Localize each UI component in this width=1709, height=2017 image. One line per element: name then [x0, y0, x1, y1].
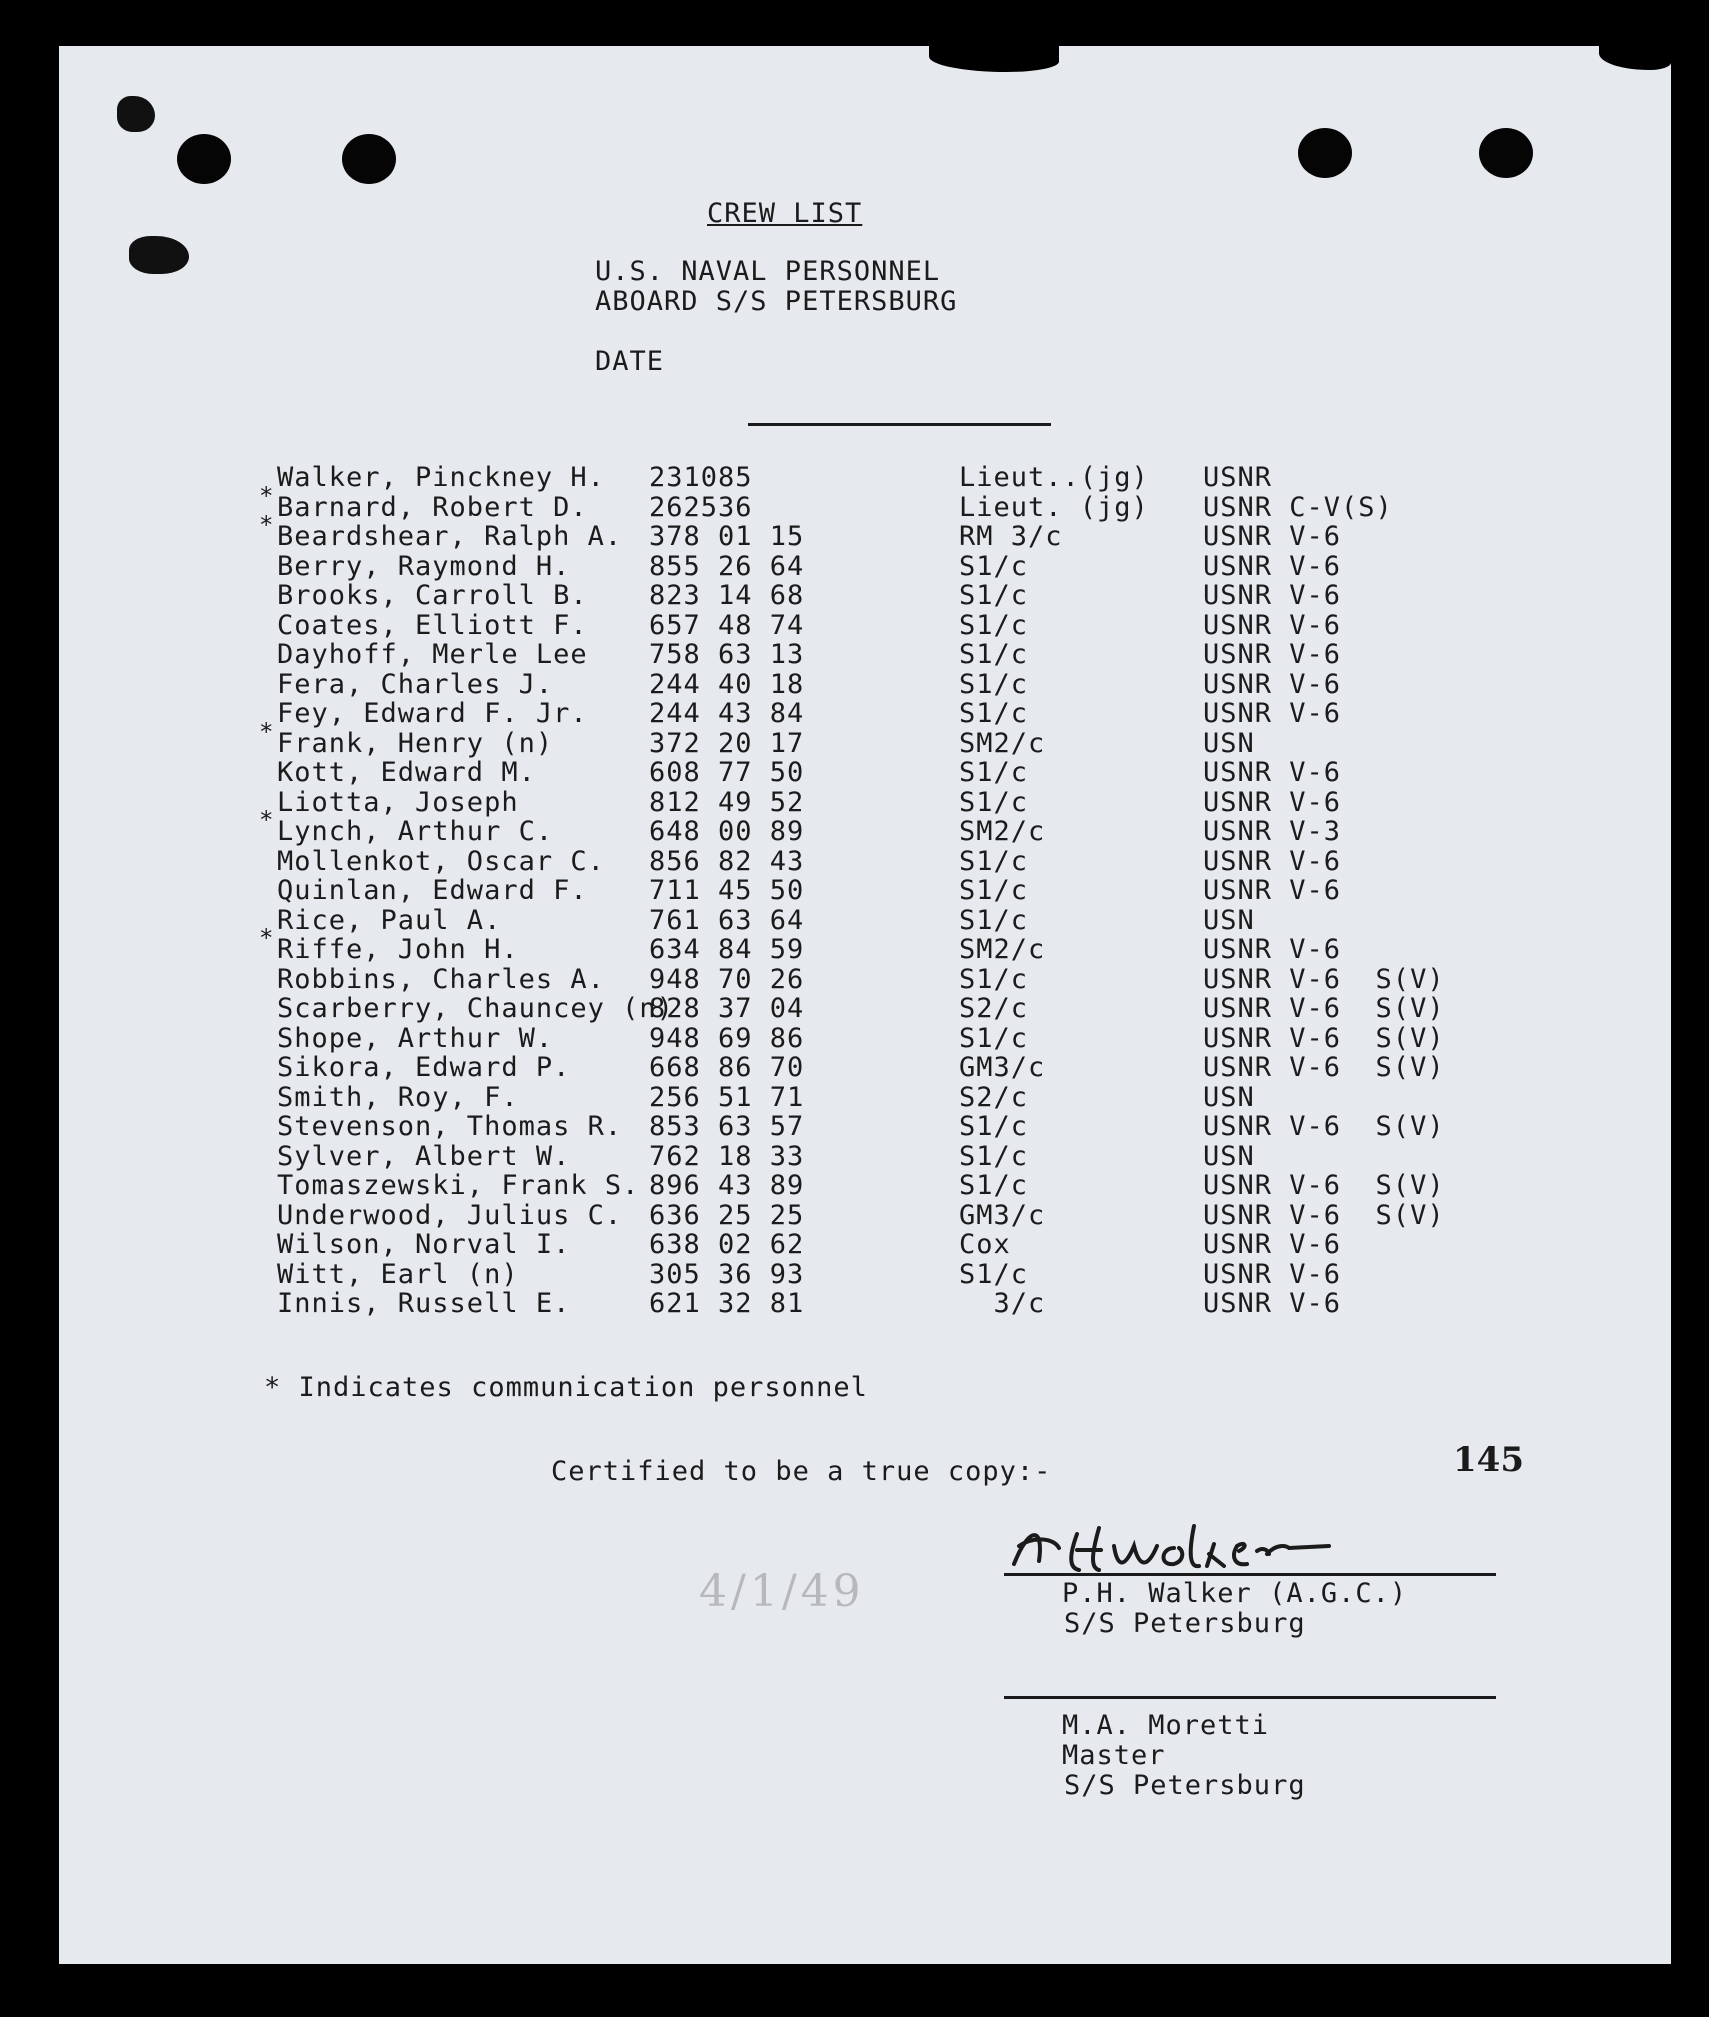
crew-rate: S1/c [959, 845, 1029, 877]
crew-name: Smith, Roy, F. [277, 1081, 519, 1113]
crew-name: Shope, Arthur W. [277, 1022, 554, 1054]
service-number: 621 32 81 [649, 1288, 805, 1319]
service-number: 372 20 17 [649, 727, 805, 759]
torn-edge [929, 46, 1059, 72]
crew-name: Barnard, Robert D. [277, 491, 588, 523]
service-number: 948 70 26 [649, 963, 805, 995]
crew-branch: USNR V-6 S(V) [1203, 1111, 1445, 1142]
crew-rate: S1/c [959, 963, 1029, 995]
crew-name: Lynch, Arthur C. [277, 816, 554, 847]
crew-row [259, 993, 1459, 1023]
crew-name: Wilson, Norval I. [277, 1229, 571, 1260]
crew-row [259, 905, 1459, 935]
service-number: 657 48 74 [649, 609, 805, 641]
crew-rate: SM2/c [959, 727, 1046, 759]
crew-row [259, 1200, 1459, 1230]
crew-branch: USNR V-6 [1203, 786, 1342, 818]
service-number: 761 63 64 [649, 904, 805, 936]
signature-line-1 [1004, 1573, 1496, 1576]
service-number: 812 49 52 [649, 786, 805, 818]
crew-row [259, 806, 1459, 847]
service-number: 378 01 15 [649, 521, 805, 552]
crew-branch: USNR V-6 [1203, 757, 1342, 788]
crew-row [259, 1141, 1459, 1171]
crew-name: Walker, Pinckney H. [277, 462, 605, 493]
crew-rate: S1/c [959, 580, 1029, 611]
crew-rate: RM 3/c [959, 521, 1063, 552]
communication-mark: * [259, 481, 275, 510]
crew-name: Stevenson, Thomas R. [277, 1111, 623, 1142]
crew-rate: S1/c [959, 1170, 1029, 1201]
crew-name: Tomaszewski, Frank S. [277, 1170, 640, 1201]
crew-rate: 3/c [959, 1288, 1046, 1319]
torn-edge [1599, 46, 1671, 70]
crew-name: Berry, Raymond H. [277, 550, 571, 582]
crew-branch: USNR V-6 S(V) [1203, 1170, 1445, 1201]
punch-hole [342, 134, 396, 184]
crew-branch: USNR V-6 [1203, 639, 1342, 670]
crew-branch: USNR V-6 [1203, 580, 1342, 611]
signature-line-2 [1004, 1696, 1496, 1699]
crew-row [259, 1111, 1459, 1141]
document-sheet [59, 46, 1671, 1964]
crew-rate: S1/c [959, 875, 1029, 906]
crew-row [259, 580, 1459, 610]
communication-mark: * [259, 511, 275, 539]
crew-name: Kott, Edward M. [277, 757, 536, 788]
header-line-2: ABOARD S/S PETERSBURG [595, 286, 958, 317]
crew-name: Sylver, Albert W. [277, 1140, 571, 1172]
crew-branch: USN [1203, 727, 1255, 759]
crew-row [259, 1288, 1459, 1318]
crew-row [259, 787, 1459, 817]
service-number: 762 18 33 [649, 1140, 805, 1172]
service-number: 634 84 59 [649, 934, 805, 965]
crew-row [259, 481, 1459, 523]
service-number: 668 86 70 [649, 1052, 805, 1083]
crew-branch: USNR V-6 S(V) [1203, 993, 1445, 1024]
crew-rate: GM3/c [959, 1199, 1046, 1231]
crew-name: Riffe, John H. [277, 934, 519, 965]
signer1-ship: S/S Petersburg [1064, 1608, 1306, 1639]
communication-mark: * [259, 806, 275, 834]
crew-name: Robbins, Charles A. [277, 963, 605, 995]
crew-name: Coates, Elliott F. [277, 609, 588, 641]
service-number: 828 37 04 [649, 993, 805, 1024]
crew-branch: USNR V-6 [1203, 1229, 1342, 1260]
signer2-ship: S/S Petersburg [1064, 1770, 1306, 1801]
service-number: 638 02 62 [649, 1229, 805, 1260]
crew-row [259, 610, 1459, 640]
crew-rate: SM2/c [959, 816, 1046, 847]
crew-branch: USNR V-6 [1203, 521, 1342, 552]
crew-name: Dayhoff, Merle Lee [277, 639, 588, 670]
crew-row [259, 639, 1459, 669]
service-number: 896 43 89 [649, 1170, 805, 1201]
crew-name: Innis, Russell E. [277, 1288, 571, 1319]
crew-rate: S1/c [959, 668, 1029, 700]
service-number: 856 82 43 [649, 845, 805, 877]
crew-rate: S1/c [959, 1111, 1029, 1142]
crew-row [259, 669, 1459, 699]
crew-row [259, 964, 1459, 994]
communication-mark: * [259, 717, 275, 746]
crew-name: Rice, Paul A. [277, 904, 502, 936]
crew-rate: Lieut..(jg) [959, 462, 1149, 493]
crew-name: Fera, Charles J. [277, 668, 554, 700]
service-number: 231085 [649, 462, 753, 493]
service-number: 256 51 71 [649, 1081, 805, 1113]
ink-smudge [129, 236, 189, 274]
signer1-name: P.H. Walker (A.G.C.) [1062, 1578, 1408, 1609]
crew-name: Frank, Henry (n) [277, 727, 554, 759]
crew-branch: USNR V-6 [1203, 845, 1342, 877]
crew-branch: USNR V-6 S(V) [1203, 1199, 1445, 1231]
crew-rate: S1/c [959, 1258, 1029, 1290]
crew-name: Beardshear, Ralph A. [277, 521, 623, 552]
crew-branch: USNR V-6 [1203, 1288, 1342, 1319]
service-number: 855 26 64 [649, 550, 805, 582]
crew-rate: S1/c [959, 904, 1029, 936]
service-number: 853 63 57 [649, 1111, 805, 1142]
footnote: * Indicates communication personnel [264, 1372, 868, 1403]
crew-branch: USNR [1203, 462, 1273, 493]
crew-name: Fey, Edward F. Jr. [277, 698, 588, 729]
service-number: 305 36 93 [649, 1258, 805, 1290]
service-number: 758 63 13 [649, 639, 805, 670]
date-label: DATE [595, 346, 665, 377]
crew-name: Underwood, Julius C. [277, 1199, 623, 1231]
crew-rate: S1/c [959, 786, 1029, 818]
crew-branch: USNR V-6 S(V) [1203, 963, 1445, 995]
crew-row [259, 757, 1459, 787]
crew-name: Scarberry, Chauncey (n) [277, 993, 674, 1024]
crew-row [259, 551, 1459, 581]
service-number: 244 43 84 [649, 698, 805, 729]
crew-row [259, 1023, 1459, 1053]
crew-name: Witt, Earl (n) [277, 1258, 519, 1290]
crew-row [259, 698, 1459, 728]
header-line-1: U.S. NAVAL PERSONNEL [595, 256, 941, 287]
crew-branch: USN [1203, 904, 1255, 936]
faint-pencil-note: 4/1/49 [699, 1566, 865, 1617]
crew-row [259, 1229, 1459, 1259]
crew-rate: GM3/c [959, 1052, 1046, 1083]
crew-row [259, 846, 1459, 876]
crew-rate: S1/c [959, 1022, 1029, 1054]
crew-rate: S1/c [959, 757, 1029, 788]
crew-rate: S1/c [959, 698, 1029, 729]
certification-statement: Certified to be a true copy:- [551, 1456, 1052, 1487]
punch-hole [1479, 128, 1533, 178]
signer2-title: Master [1062, 1740, 1166, 1771]
service-number: 648 00 89 [649, 816, 805, 847]
crew-branch: USNR C-V(S) [1203, 491, 1393, 523]
crew-branch: USN [1203, 1081, 1255, 1113]
page-number: 145 [1453, 1440, 1524, 1480]
crew-branch: USNR V-6 [1203, 875, 1342, 906]
crew-row [259, 1082, 1459, 1112]
crew-rate: SM2/c [959, 934, 1046, 965]
service-number: 711 45 50 [649, 875, 805, 906]
crew-branch: USNR V-6 [1203, 934, 1342, 965]
crew-row [259, 717, 1459, 759]
crew-row [259, 1259, 1459, 1289]
crew-row [259, 1052, 1459, 1082]
crew-name: Liotta, Joseph [277, 786, 519, 818]
crew-branch: USNR V-6 S(V) [1203, 1052, 1445, 1083]
crew-row [259, 511, 1459, 552]
crew-row [259, 924, 1459, 965]
service-number: 636 25 25 [649, 1199, 805, 1231]
crew-name: Brooks, Carroll B. [277, 580, 588, 611]
crew-branch: USN [1203, 1140, 1255, 1172]
crew-branch: USNR V-6 [1203, 550, 1342, 582]
communication-mark: * [259, 924, 275, 952]
service-number: 262536 [649, 491, 753, 523]
crew-name: Mollenkot, Oscar C. [277, 845, 605, 877]
crew-branch: USNR V-6 [1203, 609, 1342, 641]
crew-rate: S1/c [959, 550, 1029, 582]
crew-rate: S2/c [959, 1081, 1029, 1113]
crew-row [259, 875, 1459, 905]
punch-hole [1298, 128, 1352, 178]
ink-smudge [117, 96, 155, 132]
crew-rate: S1/c [959, 639, 1029, 670]
crew-rate: S1/c [959, 609, 1029, 641]
crew-row [259, 1170, 1459, 1200]
signer2-name: M.A. Moretti [1062, 1710, 1270, 1741]
crew-row [259, 462, 1459, 492]
crew-rate: Lieut. (jg) [959, 491, 1149, 523]
service-number: 244 40 18 [649, 668, 805, 700]
service-number: 948 69 86 [649, 1022, 805, 1054]
crew-name: Quinlan, Edward F. [277, 875, 588, 906]
punch-hole [177, 134, 231, 184]
date-blank-line [748, 423, 1051, 426]
crew-rate: S2/c [959, 993, 1029, 1024]
crew-branch: USNR V-6 [1203, 698, 1342, 729]
crew-branch: USNR V-6 S(V) [1203, 1022, 1445, 1054]
crew-branch: USNR V-6 [1203, 668, 1342, 700]
crew-branch: USNR V-6 [1203, 1258, 1342, 1290]
crew-rate: S1/c [959, 1140, 1029, 1172]
crew-rate: Cox [959, 1229, 1011, 1260]
service-number: 823 14 68 [649, 580, 805, 611]
crew-branch: USNR V-3 [1203, 816, 1342, 847]
crew-name: Sikora, Edward P. [277, 1052, 571, 1083]
document-title: CREW LIST [707, 198, 863, 229]
service-number: 608 77 50 [649, 757, 805, 788]
